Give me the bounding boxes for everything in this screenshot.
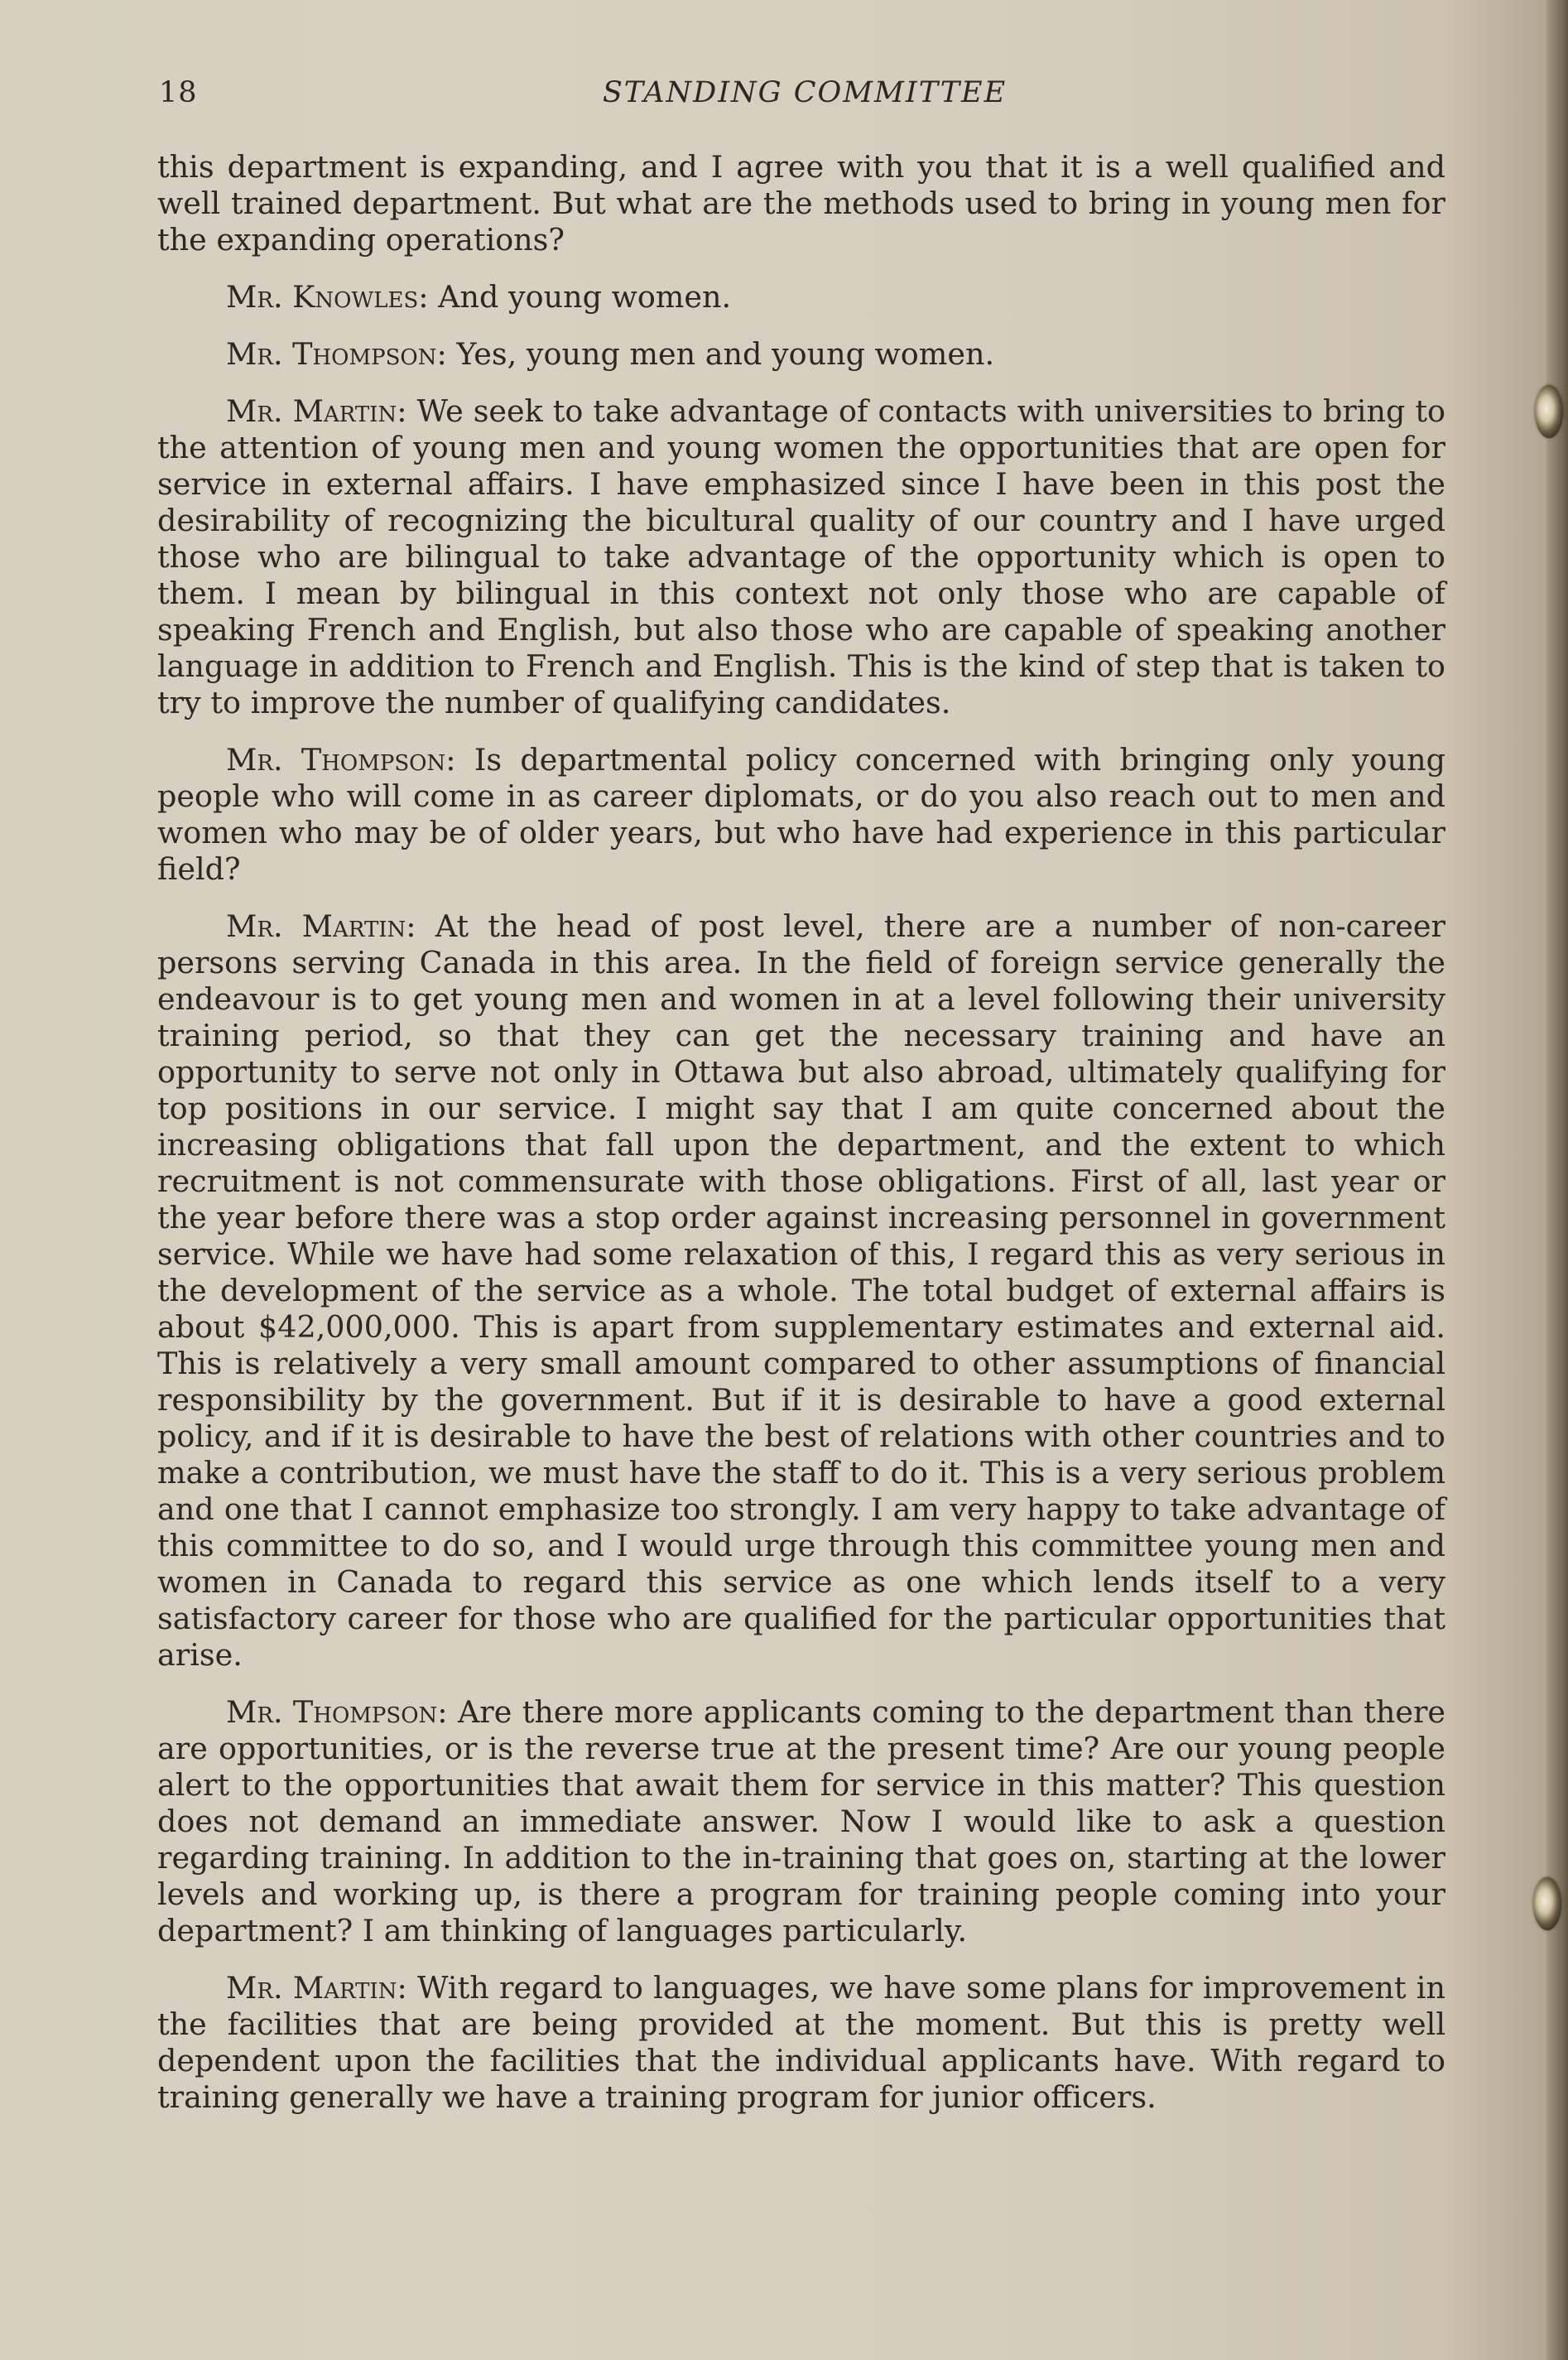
speaker-name: Mr. Martin: (226, 1970, 407, 2006)
paragraph-text: Is departmental policy concerned with bringing only young people who will come in as career diplomats, or do you also reach out to men and women who may be of older years, but who have had experience in this particular field? (157, 742, 1445, 887)
page-number: 18 (159, 76, 198, 109)
speaker-name: Mr. Knowles: (226, 279, 429, 315)
speaker-name: Mr. Martin: (226, 908, 416, 944)
running-header (159, 76, 1450, 118)
speaker-name: Mr. Thompson: (226, 1694, 448, 1730)
binding-clip-bottom (1533, 1877, 1561, 1930)
book-binding-edge (1546, 0, 1568, 2360)
paragraph-text: At the head of post level, there are a number of non-career persons serving Canada in this area. In the field of foreign service generally the endeavour is to get young men and women in at a level following their university training period, so that they can get the necessary training and have an opportunity to serve not only in Ottawa but also abroad, ultimately qualifying for top positions in our service. I might say that I am quite concerned about the increasing obligations that fall upon the department, and the extent to which recruitment is not commensurate with those obligations. First of all, last year or the year before there was a stop order against increasing personnel in government service. While we have had some relaxation of this, I regard this as very serious in the development of the service as a whole. The total budget of external affairs is about $42,000,000. This is apart from supplementary estimates and external aid. This is relatively a very small amount compared to other assumptions of financial responsibility by the government. But if it is desirable to have a good external policy, and if it is desirable to have the best of relations with other countries and to make a contribution, we must have the staff to do it. This is a very serious problem and one that I cannot emphasize too strongly. I am very happy to take advantage of this committee to do so, and I would urge through this committee young men and women in Canada to regard this service as one which lends itself to a very satisfactory career for those who are qualified for the particular opportunities that arise. (157, 908, 1445, 1673)
paragraph (157, 393, 1445, 721)
paragraph (157, 279, 1445, 315)
paragraph (157, 742, 1445, 888)
paragraph (157, 908, 1445, 1674)
paragraph (157, 1970, 1445, 2116)
paragraph-text: Yes, young men and young women. (446, 336, 995, 372)
speaker-name: Mr. Thompson: (226, 742, 456, 778)
running-title: STANDING COMMITTEE (602, 76, 1008, 109)
speaker-name: Mr. Martin: (226, 393, 407, 429)
paragraph (157, 1694, 1445, 1949)
paragraph-text: We seek to take advantage of contacts with universities to bring to the attention of young men and young women the opportunities that are open for service in external affairs. I have emphasized since I have been in this post the desirability of recognizing the bicultural quality of our country and I have urged those who are bilingual to take advantage of the opportunity which is open to them. I mean by bilingual in this context not only those who are capable of speaking French and English, but also those who are capable of speaking another language in addition to French and English. This is the kind of step that is taken to try to improve the number of qualifying candidates. (157, 393, 1446, 720)
paragraph-text: this department is expanding, and I agree with you that it is a well qualified and well trained department. But what are the methods used to bring in young men for the expanding operations? (157, 149, 1445, 258)
paragraph-text: Are there more applicants coming to the department than there are opportunities, or is the reverse true at the present time? Are our young people alert to the opportunities that await them for service in this matter? This question does not demand an immediate answer. Now I would like to ask a question regarding training. In addition to the in-training that goes on, starting at the lower levels and working up, is there a program for training people coming into your department? I am thinking of languages particularly. (157, 1694, 1445, 1948)
paragraph (157, 336, 1445, 373)
paragraph-text: With regard to languages, we have some plans for improvement in the facilities that are being provided at the moment. But this is pretty well dependent upon the facilities that the individual applicants have. With regard to training generally we have a training program for junior officers. (157, 1970, 1445, 2115)
transcript-body (157, 149, 1445, 2136)
binding-clip-top (1535, 385, 1563, 438)
paragraph (157, 149, 1445, 258)
paragraph-text: And young women. (428, 279, 732, 315)
speaker-name: Mr. Thompson: (226, 336, 447, 372)
